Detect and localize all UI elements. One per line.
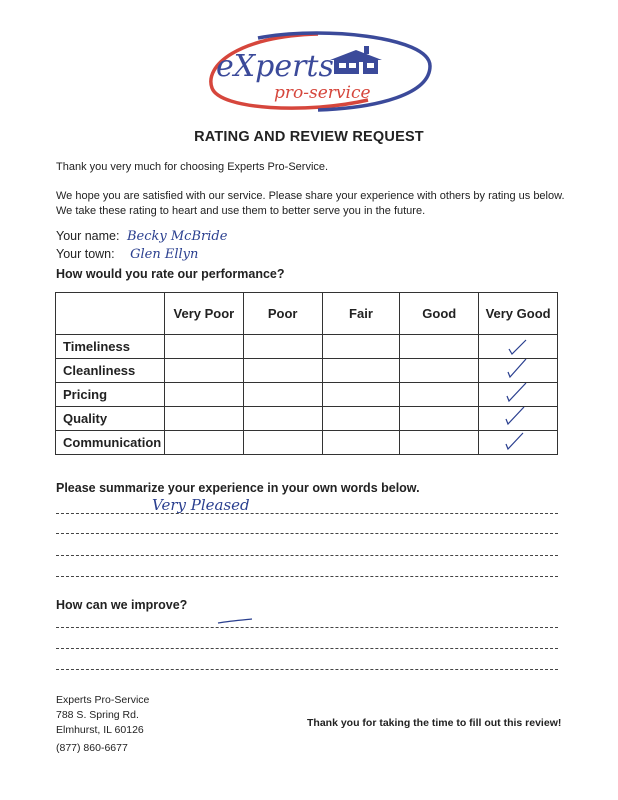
cell-good[interactable]: [400, 407, 479, 431]
cell-very-poor[interactable]: [164, 407, 243, 431]
row-label-cleanliness: Cleanliness: [56, 359, 165, 383]
cell-very-good[interactable]: [479, 407, 558, 431]
checkmark-icon: [479, 335, 557, 358]
footer-address: [56, 693, 149, 756]
intro-thanks: Thank you very much for choosing Experts Pro-Service.: [56, 161, 329, 173]
cell-very-poor[interactable]: [164, 383, 243, 407]
name-label: Your name:: [56, 229, 120, 243]
cell-fair[interactable]: [322, 407, 400, 431]
checkmark-icon: [479, 431, 557, 454]
intro-line-2: We hope you are satisfied with our service. Please share your experience with others by rating us below.: [56, 190, 565, 202]
summary-question: Please summarize your experience in your own words below.: [56, 481, 420, 495]
logo-brand-main: eXperts: [216, 49, 334, 84]
table-row: [56, 407, 558, 431]
table-row: [56, 335, 558, 359]
cell-fair[interactable]: [322, 359, 400, 383]
improve-answer-dash[interactable]: [216, 617, 256, 625]
cell-good[interactable]: [400, 383, 479, 407]
footer-company: Experts Pro-Service: [56, 694, 150, 706]
cell-very-good[interactable]: [479, 431, 558, 455]
house-icon: [330, 46, 382, 74]
cell-good[interactable]: [400, 431, 479, 455]
header-very-poor: Very Poor: [164, 293, 243, 335]
summary-line-3[interactable]: [56, 555, 558, 556]
name-value[interactable]: Becky McBride: [126, 229, 228, 244]
cell-very-good[interactable]: [479, 383, 558, 407]
town-field[interactable]: [56, 247, 198, 262]
footer-thanks: Thank you for taking the time to fill out this review!: [307, 717, 562, 729]
company-logo: [198, 28, 438, 114]
improve-line-3[interactable]: [56, 669, 558, 670]
table-row: [56, 359, 558, 383]
cell-poor[interactable]: [243, 359, 322, 383]
summary-line-1[interactable]: [56, 513, 558, 514]
improve-line-2[interactable]: [56, 648, 558, 649]
footer-street: 788 S. Spring Rd.: [56, 709, 139, 721]
cell-very-poor[interactable]: [164, 335, 243, 359]
header-good: Good: [400, 293, 479, 335]
cell-very-good[interactable]: [479, 359, 558, 383]
improve-question: How can we improve?: [56, 598, 188, 612]
town-value[interactable]: Glen Ellyn: [130, 247, 199, 262]
cell-fair[interactable]: [322, 431, 400, 455]
header-fair: Fair: [322, 293, 400, 335]
improve-line-1[interactable]: [56, 627, 558, 628]
name-field[interactable]: [56, 229, 227, 244]
summary-answer[interactable]: Very Pleased: [152, 496, 250, 514]
row-label-communication: Communication: [56, 431, 165, 455]
header-very-good: Very Good: [479, 293, 558, 335]
row-label-timeliness: Timeliness: [56, 335, 165, 359]
page-title: RATING AND REVIEW REQUEST: [194, 129, 424, 145]
rating-header-row: [56, 293, 558, 335]
header-blank: [56, 293, 165, 335]
cell-good[interactable]: [400, 335, 479, 359]
checkmark-icon: [479, 359, 557, 382]
checkmark-icon: [479, 383, 557, 406]
checkmark-icon: [479, 407, 557, 430]
summary-line-2[interactable]: [56, 533, 558, 534]
cell-very-good[interactable]: [479, 335, 558, 359]
cell-poor[interactable]: [243, 407, 322, 431]
logo-brand-sub: pro-service: [274, 83, 371, 103]
row-label-quality: Quality: [56, 407, 165, 431]
logo-graphic: [198, 28, 438, 114]
table-row: [56, 431, 558, 455]
intro-line-3: We take these rating to heart and use them to better serve you in the future.: [56, 205, 426, 217]
cell-fair[interactable]: [322, 335, 400, 359]
cell-fair[interactable]: [322, 383, 400, 407]
footer-phone: (877) 860-6677: [56, 742, 128, 754]
row-label-pricing: Pricing: [56, 383, 165, 407]
rating-table: [55, 292, 558, 455]
cell-very-poor[interactable]: [164, 431, 243, 455]
town-label: Your town:: [56, 247, 115, 261]
cell-poor[interactable]: [243, 335, 322, 359]
footer-city: Elmhurst, IL 60126: [56, 724, 144, 736]
cell-poor[interactable]: [243, 431, 322, 455]
cell-very-poor[interactable]: [164, 359, 243, 383]
cell-good[interactable]: [400, 359, 479, 383]
cell-poor[interactable]: [243, 383, 322, 407]
table-row: [56, 383, 558, 407]
summary-line-4[interactable]: [56, 576, 558, 577]
rating-question: How would you rate our performance?: [56, 267, 285, 281]
header-poor: Poor: [243, 293, 322, 335]
